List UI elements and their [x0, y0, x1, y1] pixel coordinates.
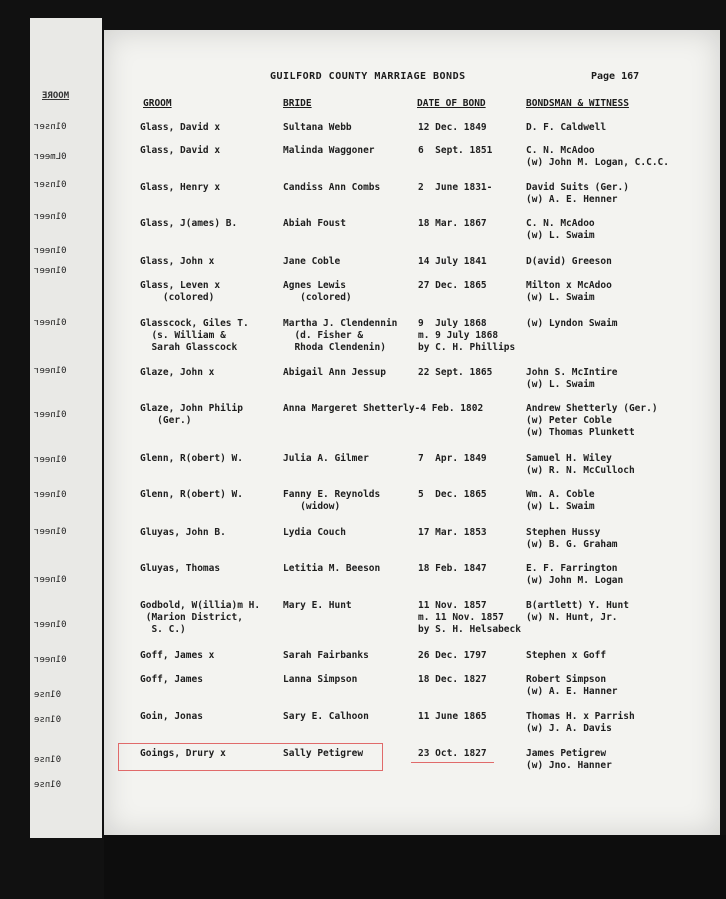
- entry-bride: Abigail Ann Jessup: [283, 367, 386, 378]
- margin-label: 01neer: [34, 620, 67, 630]
- margin-label: 01nse: [34, 755, 62, 765]
- entry-bondsman: D(avid) Greeson: [526, 256, 612, 267]
- margin-label: 01neer: [34, 575, 67, 585]
- entry-bride: Letitia M. Beeson: [283, 563, 381, 574]
- entry-bondsman: Stephen x Goff: [526, 650, 607, 661]
- entry-bondsman: B(artlett) Y. Hunt (w) N. Hunt, Jr.: [526, 600, 629, 623]
- entry-groom: Gluyas, Thomas: [140, 563, 221, 574]
- entry-bondsman: D. F. Caldwell: [526, 122, 607, 133]
- margin-label: 01neer: [34, 455, 67, 465]
- entry-groom: Glenn, R(obert) W.: [140, 489, 243, 500]
- entry-date: 6 Sept. 1851: [418, 145, 493, 156]
- entry-bondsman: Robert Simpson (w) A. E. Hanner: [526, 674, 618, 697]
- entry-groom: Gluyas, John B.: [140, 527, 226, 538]
- entry-bride: Martha J. Clendennin (d. Fisher & Rhoda Clendenin): [283, 318, 398, 353]
- entry-date: 18 Feb. 1847: [418, 563, 487, 574]
- margin-label: 01nse: [34, 780, 62, 790]
- entry-bride: Abiah Foust: [283, 218, 346, 229]
- entry-date: 9 July 1868 m. 9 July 1868 by C. H. Phillips: [418, 318, 516, 353]
- entry-groom: Glenn, R(obert) W.: [140, 453, 243, 464]
- margin-label: 01neer: [34, 527, 67, 537]
- entry-groom: Glass, David x: [140, 145, 221, 156]
- entry-bondsman: James Petigrew (w) Jno. Hanner: [526, 748, 612, 771]
- entry-date: 18 Mar. 1867: [418, 218, 487, 229]
- margin-label: 01neer: [34, 318, 67, 328]
- margin-header: MOORE: [42, 91, 70, 101]
- entry-bride: Julia A. Gilmer: [283, 453, 369, 464]
- entry-bondsman: Wm. A. Coble (w) L. Swaim: [526, 489, 595, 512]
- column-header-bondsman: BONDSMAN & WITNESS: [526, 98, 629, 109]
- margin-label: 01neer: [34, 410, 67, 420]
- entry-groom: Goings, Drury x: [140, 748, 226, 759]
- entry-date: 11 Nov. 1857 m. 11 Nov. 1857 by S. H. Helsabeck: [418, 600, 521, 635]
- entry-date: 22 Sept. 1865: [418, 367, 493, 378]
- margin-label: 0Lmeer: [34, 152, 67, 162]
- entry-bondsman: John S. McIntire (w) L. Swaim: [526, 367, 618, 390]
- entry-bride: Fanny E. Reynolds (widow): [283, 489, 381, 512]
- entry-bondsman: E. F. Farrington (w) John M. Logan: [526, 563, 624, 586]
- page-number: Page 167: [591, 71, 640, 82]
- entry-bride: Sary E. Calhoon: [283, 711, 369, 722]
- margin-label: 01neer: [34, 246, 67, 256]
- entry-date: 18 Dec. 1827: [418, 674, 487, 685]
- margin-label: 01nser: [34, 180, 67, 190]
- entry-groom: Glass, Henry x: [140, 182, 221, 193]
- entry-bride: Sally Petigrew: [283, 748, 364, 759]
- margin-label: 01neer: [34, 212, 67, 222]
- entry-date: 12 Dec. 1849: [418, 122, 487, 133]
- entry-groom: Godbold, W(illia)m H. (Marion District, S. C.): [140, 600, 261, 635]
- entry-groom: Glaze, John x: [140, 367, 215, 378]
- scan-border: [104, 835, 726, 899]
- entry-groom: Goff, James: [140, 674, 203, 685]
- entry-bondsman: David Suits (Ger.) (w) A. E. Henner: [526, 182, 629, 205]
- column-header-date: DATE OF BOND: [417, 98, 486, 109]
- entry-date: 2 June 1831-: [418, 182, 493, 193]
- column-header-groom: GROOM: [143, 98, 172, 109]
- entry-date: 11 June 1865: [418, 711, 487, 722]
- highlight-box: [118, 743, 383, 771]
- entry-bondsman: C. N. McAdoo (w) L. Swaim: [526, 218, 595, 241]
- margin-label: 01neer: [34, 490, 67, 500]
- margin-label: 01nser: [34, 122, 67, 132]
- entry-groom: Glass, John x: [140, 256, 215, 267]
- entry-date: 26 Dec. 1797: [418, 650, 487, 661]
- column-header-bride: BRIDE: [283, 98, 312, 109]
- entry-date: 23 Oct. 1827: [418, 748, 487, 759]
- margin-label: 01neer: [34, 366, 67, 376]
- entry-bondsman: Stephen Hussy (w) B. G. Graham: [526, 527, 618, 550]
- entry-date: 7 Apr. 1849: [418, 453, 487, 464]
- entry-bondsman: (w) Lyndon Swaim: [526, 318, 618, 329]
- margin-label: 01nse: [34, 715, 62, 725]
- entry-date: 27 Dec. 1865: [418, 280, 487, 291]
- entry-bride: Sarah Fairbanks: [283, 650, 369, 661]
- entry-bride: Mary E. Hunt: [283, 600, 352, 611]
- entry-bride: Sultana Webb: [283, 122, 352, 133]
- entry-groom: Goff, James x: [140, 650, 215, 661]
- entry-bride: Anna Margeret Shetterly-4 Feb. 1802: [283, 403, 484, 414]
- entry-groom: Glasscock, Giles T. (s. William & Sarah Glasscock: [140, 318, 249, 353]
- entry-bride: Agnes Lewis (colored): [283, 280, 352, 303]
- entry-bondsman: Andrew Shetterly (Ger.) (w) Peter Coble (w) Thomas Plunkett: [526, 403, 658, 438]
- entry-bride: Malinda Waggoner: [283, 145, 375, 156]
- margin-label: 01neer: [34, 655, 67, 665]
- document-title: GUILFORD COUNTY MARRIAGE BONDS: [270, 71, 466, 82]
- entry-bondsman: Thomas H. x Parrish (w) J. A. Davis: [526, 711, 635, 734]
- entry-bride: Lydia Couch: [283, 527, 346, 538]
- entry-bondsman: Samuel H. Wiley (w) R. N. McCulloch: [526, 453, 635, 476]
- entry-date: 17 Mar. 1853: [418, 527, 487, 538]
- margin-label: 01neer: [34, 266, 67, 276]
- entry-bondsman: C. N. McAdoo (w) John M. Logan, C.C.C.: [526, 145, 669, 168]
- date-underline: [411, 762, 494, 763]
- entry-bondsman: Milton x McAdoo (w) L. Swaim: [526, 280, 612, 303]
- entry-groom: Glass, Leven x (colored): [140, 280, 221, 303]
- entry-bride: Jane Coble: [283, 256, 341, 267]
- entry-bride: Lanna Simpson: [283, 674, 358, 685]
- entry-bride: Candiss Ann Combs: [283, 182, 381, 193]
- entry-date: 5 Dec. 1865: [418, 489, 487, 500]
- entry-groom: Goin, Jonas: [140, 711, 203, 722]
- entry-groom: Glass, David x: [140, 122, 221, 133]
- entry-groom: Glass, J(ames) B.: [140, 218, 238, 229]
- entry-groom: Glaze, John Philip (Ger.): [140, 403, 243, 426]
- entry-date: 14 July 1841: [418, 256, 487, 267]
- margin-label: 01nse: [34, 690, 62, 700]
